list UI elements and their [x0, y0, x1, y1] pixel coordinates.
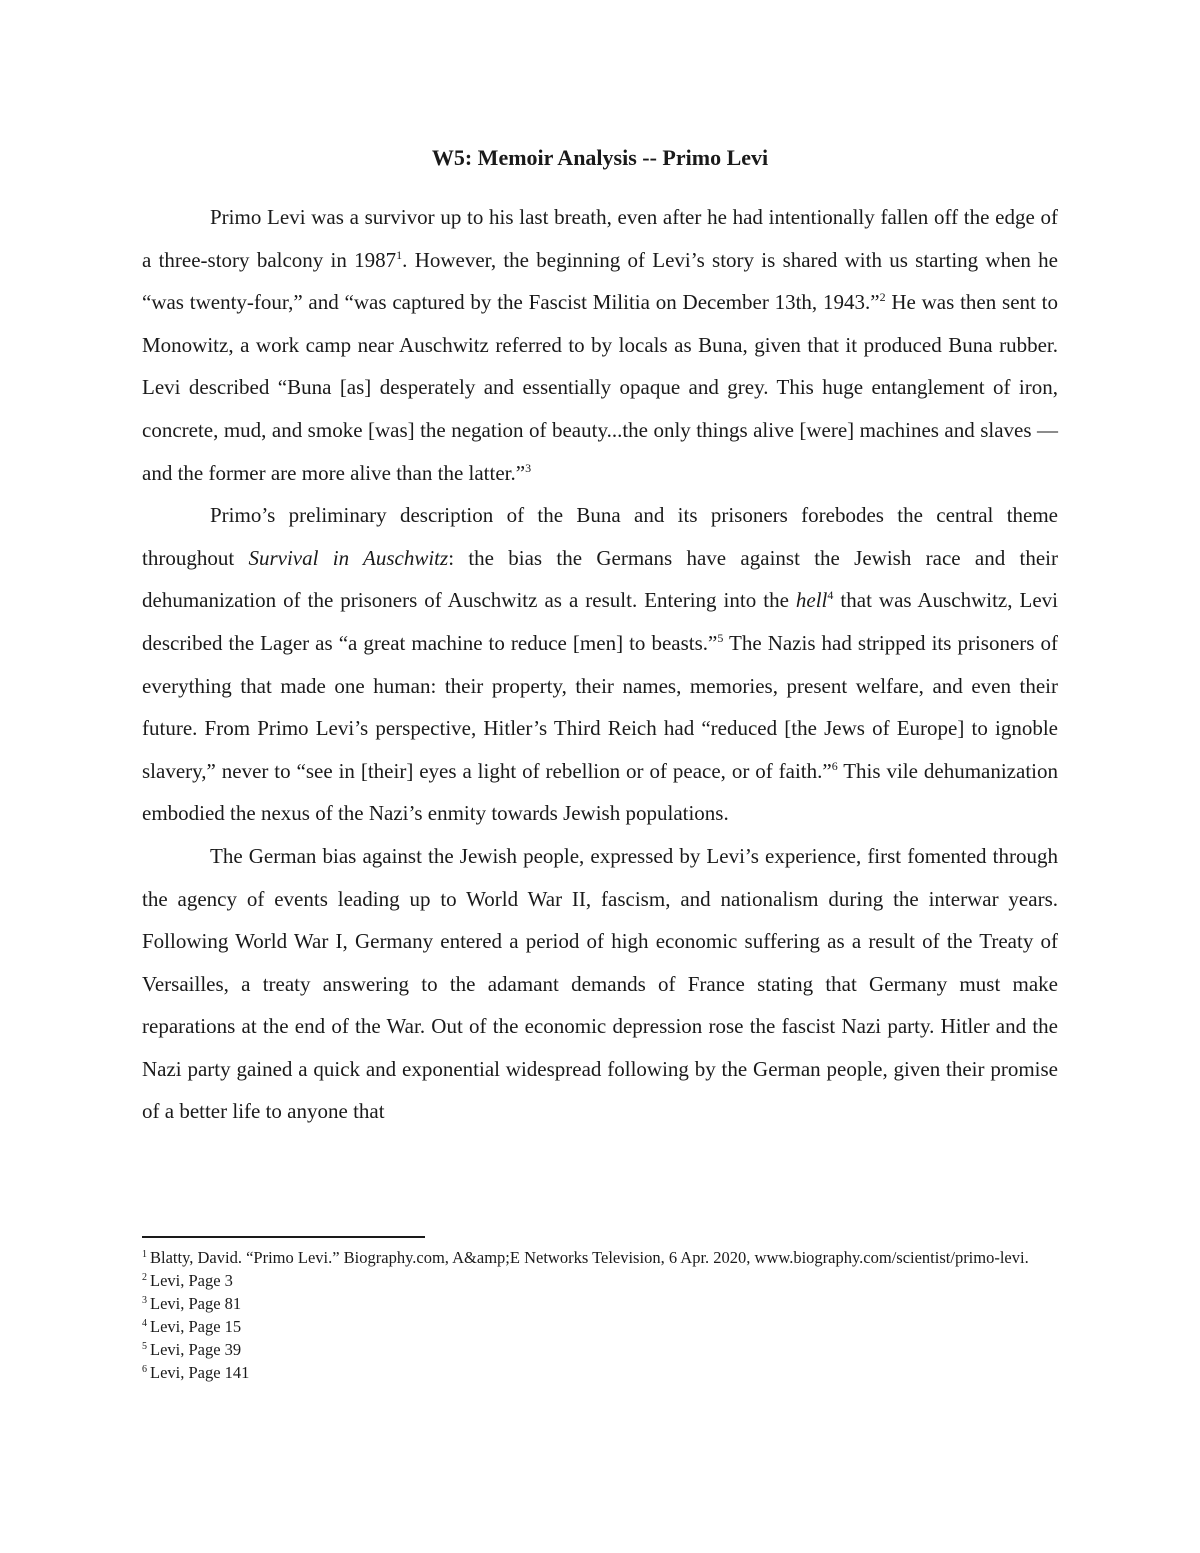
paragraph-1 [142, 196, 1058, 494]
footnote-list [142, 1246, 1058, 1384]
footnote-text: Levi, Page 39 [150, 1340, 242, 1359]
footnote [142, 1315, 1058, 1338]
footnote-ref: 6 [831, 758, 838, 773]
footnote [142, 1338, 1058, 1361]
footnote-number: 5 [142, 1341, 147, 1352]
italic-text: hell [795, 588, 828, 613]
document-body [142, 196, 1058, 1133]
footnote-ref: 4 [827, 588, 834, 603]
paragraph-text: . However, the beginning of Levi’s story is shared with us starting when he “was twenty-four,” and “was captured by the Fascist Militia on December 13th, 1943.” [142, 247, 1059, 315]
paragraph-text: The Nazis had stripped its prisoners of everything that made one human: their property, their names, memories, present welfare, and even their future. From Primo Levi’s perspective, Hitler’s Third Reich had “reduced [the Jews of Europe] to ignoble slavery,” never to “see in [their] eyes a light of rebellion or of peace, or of faith.” [142, 630, 1058, 783]
footnote-number: 4 [142, 1318, 147, 1329]
paragraph-text: Primo Levi was a survivor up to his last breath, even after he had intentionally fallen off the edge of a three-story balcony in 1987 [142, 205, 1058, 272]
footnote-text: Levi, Page 15 [150, 1317, 242, 1336]
italic-text: Survival in Auschwitz [248, 545, 449, 570]
footnote [142, 1292, 1058, 1315]
footnote-ref: 2 [879, 290, 886, 305]
footnote-separator [142, 1236, 425, 1238]
paragraph-text: : the bias the Germans have against the Jewish race and their dehumanization of the prisoners of Auschwitz as a result. Entering into the [142, 545, 1058, 613]
footnote-text: Blatty, David. “Primo Levi.” Biography.com, A&amp;E Networks Television, 6 Apr. 2020, www.biography.com/scientist/primo-levi. [150, 1248, 1029, 1267]
footnote [142, 1361, 1058, 1384]
paragraph-3 [142, 835, 1058, 1133]
footnote [142, 1246, 1058, 1269]
paragraph-text: The German bias against the Jewish people, expressed by Levi’s experience, first fomented through the agency of events leading up to World War II, fascism, and nationalism during the interwar years. Following World War I, Germany entered a period of high economic suffering as a result of the Treaty of Versailles, a treaty answering to the adamant demands of France stating that Germany must make reparations at the end of the War. Out of the economic depression rose the fascist Nazi party. Hitler and the Nazi party gained a quick and exponential widespread following by the German people, given their promise of a better life to anyone that [142, 843, 1058, 1124]
document-title: W5: Memoir Analysis -- Primo Levi [431, 145, 769, 170]
footnote-ref: 5 [717, 630, 724, 645]
paragraph-text: He was then sent to Monowitz, a work camp near Auschwitz referred to by locals as Buna, given that it produced Buna rubber. Levi described “Buna [as] desperately and essentially opaque and grey. This huge entanglement of iron, concrete, mud, and smoke [was] the negation of beauty...the only things alive [were] machines and slaves — and the former are more alive than the latter.” [142, 290, 1058, 485]
paragraph-text: This vile dehumanization embodied the nexus of the Nazi’s enmity towards Jewish populations. [142, 758, 1058, 826]
footnote-number: 1 [142, 1249, 147, 1260]
footnote-text: Levi, Page 81 [150, 1294, 242, 1313]
footnote-ref: 1 [396, 247, 403, 262]
footnote-number: 2 [142, 1272, 147, 1283]
paragraph-2 [142, 494, 1058, 835]
paragraph-text: that was Auschwitz, Levi described the Lager as “a great machine to reduce [men] to beasts.” [142, 588, 1058, 655]
footnote [142, 1269, 1058, 1292]
paragraph-text: Primo’s preliminary description of the Buna and its prisoners forebodes the central theme throughout [142, 503, 1058, 570]
footnote-ref: 3 [525, 460, 532, 475]
footnote-text: Levi, Page 3 [150, 1271, 233, 1290]
footnote-number: 6 [142, 1364, 147, 1375]
footnote-number: 3 [142, 1295, 147, 1306]
footnote-text: Levi, Page 141 [150, 1363, 250, 1382]
